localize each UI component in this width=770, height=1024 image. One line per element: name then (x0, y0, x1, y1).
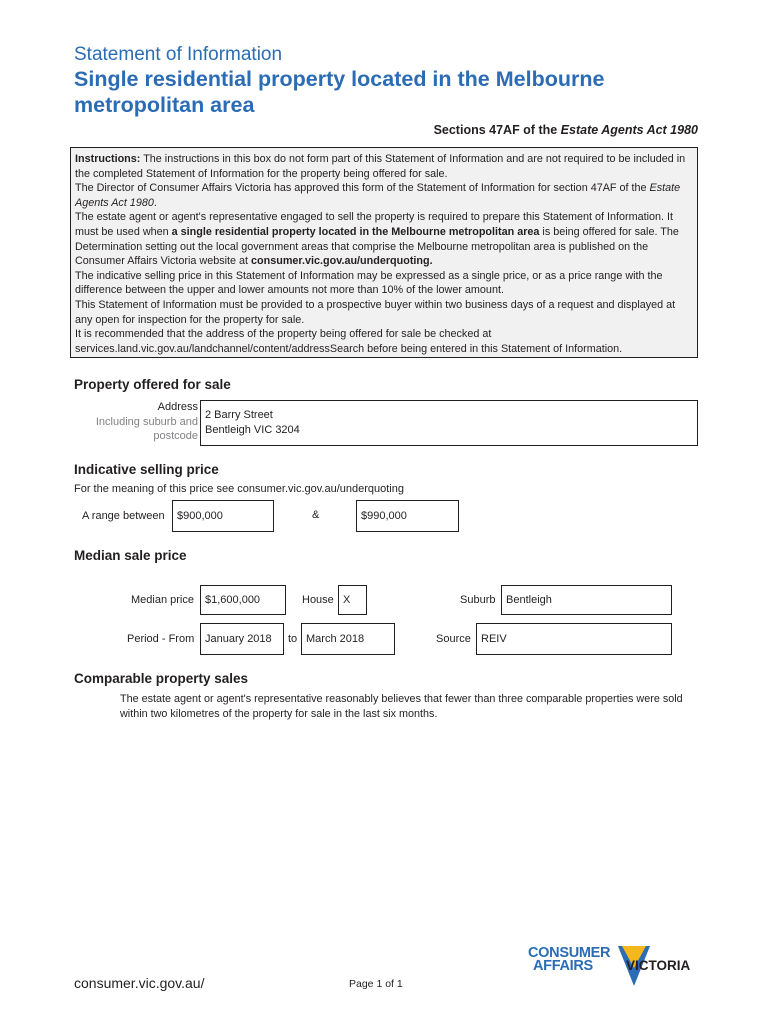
address-field[interactable] (200, 400, 698, 446)
instructions-lead: Instructions: (75, 153, 141, 165)
property-type-label: House (302, 594, 334, 606)
comparable-heading: Comparable property sales (74, 671, 249, 686)
instructions-p5: This Statement of Information must be provided to a prospective buyer within two business days of a request and displayed at any open for inspection for the property for sale. (75, 298, 676, 326)
period-to-field[interactable]: March 2018 (301, 623, 395, 655)
consumer-affairs-victoria-logo (528, 942, 703, 990)
property-heading: Property offered for sale (74, 377, 231, 392)
address-label: Address (157, 401, 198, 413)
range-high-field[interactable]: $990,000 (356, 500, 459, 532)
instructions-p2-end: . (153, 196, 157, 209)
instructions-p3-b: is being offered for sale. The Determination setting out the local government areas that comprise the Melbourne metropolitan area is published on the Consumer Affairs Victoria website at (75, 225, 679, 268)
suburb-label: Suburb (460, 594, 496, 606)
instructions-p2-act: Estate Agents Act 1980 (75, 182, 681, 209)
property-type-field[interactable]: X (338, 585, 367, 615)
instructions-p6: It is recommended that the address of the property being offered for sale be checked at services.land.vic.gov.au/landchannel/content/addressSearch before being entered in this Statement of Information. (75, 328, 623, 355)
address-line-2: Bentleigh VIC 3204 (205, 423, 300, 436)
median-price-field[interactable]: $1,600,000 (200, 585, 286, 615)
median-price-label: Median price (131, 594, 194, 606)
page-number: Page 1 of 1 (349, 978, 403, 990)
suburb-field[interactable]: Bentleigh (501, 585, 672, 615)
indicative-note: For the meaning of this price see consumer.vic.gov.au/underquoting (74, 483, 404, 495)
logo-line-consumer: CONSUMER (528, 945, 611, 961)
document-kicker: Statement of Information (74, 44, 283, 65)
instructions-p2-text: The Director of Consumer Affairs Victoria has approved this form of the Statement of Information for section 47AF of the (75, 182, 650, 195)
range-label: A range between (82, 510, 165, 522)
period-to-label: to (288, 633, 298, 645)
instructions-p4: The indicative selling price in this Statement of Information may be expressed as a single price, or as a price range with the difference between the upper and lower amounts not more than 10% of the lower amount. (75, 269, 663, 297)
period-from-field[interactable]: January 2018 (200, 623, 284, 655)
instructions-box (70, 147, 698, 358)
document-title: Single residential property located in the Melbourne metropolitan area (74, 67, 605, 117)
sections-prefix: Sections 47AF of the (433, 123, 561, 137)
comparable-text: The estate agent or agent's representative reasonably believes that fewer than three comparable properties were sold within two kilometres of the property for sale in the last six months. (120, 693, 683, 720)
sections-act: Estate Agents Act 1980 (560, 123, 698, 137)
source-label: Source (436, 633, 471, 645)
median-heading: Median sale price (74, 548, 187, 563)
instructions-p3-link: consumer.vic.gov.au/underquoting. (251, 255, 433, 268)
instructions-p1 (75, 152, 693, 181)
address-line-1: 2 Barry Street (205, 409, 273, 421)
instructions-p3 (75, 210, 693, 268)
range-low-field[interactable]: $900,000 (172, 500, 274, 532)
instructions-p1-text: The instructions in this box do not form part of this Statement of Information and are not required to be included in the completed Statement of Information for the property being offered for sale. (75, 153, 686, 180)
sections-reference (74, 123, 698, 137)
logo-line-affairs: AFFAIRS (533, 958, 593, 974)
instructions-p2 (75, 181, 693, 210)
address-label-group (70, 400, 198, 444)
instructions-p3-bold: a single residential property located in the Melbourne metropolitan area (171, 225, 540, 238)
logo-line-victoria: VICTORIA (626, 958, 691, 973)
source-field[interactable]: REIV (476, 623, 672, 655)
period-from-label: Period - From (127, 633, 195, 645)
indicative-heading: Indicative selling price (74, 462, 219, 477)
address-sub-label-2: postcode (153, 430, 198, 442)
instructions-p3-a: The estate agent or agent's representative engaged to sell the property is required to prepare this Statement of Information. It must be used when (75, 211, 674, 238)
footer-url[interactable]: consumer.vic.gov.au/ (74, 975, 205, 991)
address-sub-label-1: Including suburb and (95, 415, 198, 428)
range-and-label: & (312, 509, 320, 521)
